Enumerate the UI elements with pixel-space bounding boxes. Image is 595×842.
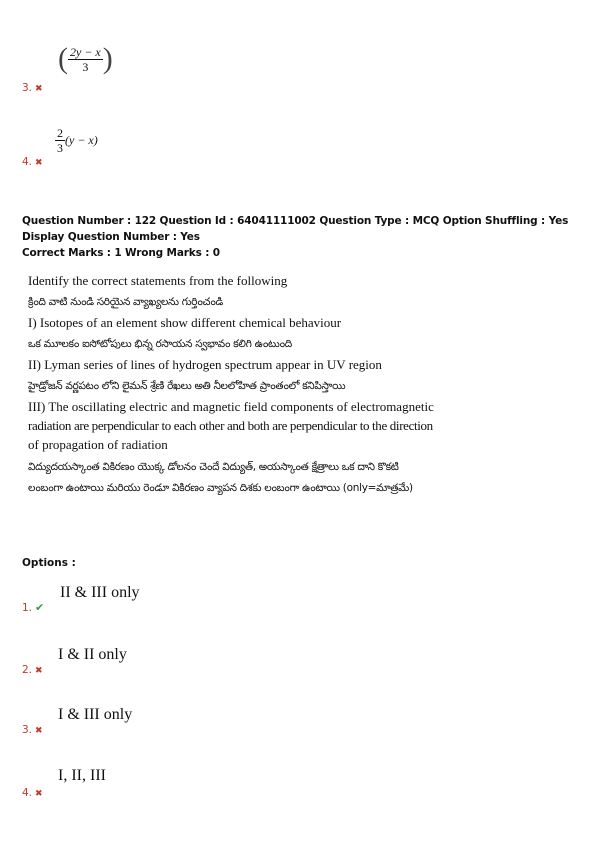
question-line-en: I) Isotopes of an element show different chemical behaviour bbox=[28, 315, 342, 330]
prev-option-4-expression bbox=[55, 126, 98, 155]
options-label: Options : bbox=[22, 557, 76, 569]
question-line-te: ఒక మూలకం ఐసోటోపులు భిన్న రసాయన స్వభావం కలిగి ఉంటుంది bbox=[28, 338, 292, 350]
question-line-te: క్రింది వాటి నుండి సరియైన వ్యాఖ్యలను గుర్తించండి bbox=[28, 296, 223, 308]
question-marks: Correct Marks : 1 Wrong Marks : 0 bbox=[22, 247, 220, 259]
left-paren: ( bbox=[58, 42, 68, 75]
question-line-en: III) The oscillating electric and magnetic field components of electromagnetic bbox=[28, 399, 434, 414]
prev-option-4-number bbox=[22, 156, 43, 168]
question-meta-line: Display Question Number : Yes bbox=[22, 231, 200, 243]
question-line-te: హైడ్రోజన్ వర్ణపటం లోని లైమన్ శ్రేణి రేఖలు అతి నీలలోహిత ప్రాంతంలో కనిపిస్తాయి bbox=[28, 380, 346, 392]
option-number: 1. bbox=[22, 602, 33, 614]
question-line-te: లంబంగా ఉంటాయి మరియు రెండూ వికిరణం వ్యాపన దిశకు లంబంగా ఉంటాయి (only=మాత్రమే) bbox=[28, 482, 413, 494]
option-3-text: I & III only bbox=[58, 706, 133, 723]
option-number: 3. bbox=[22, 82, 33, 94]
option-1-text: II & III only bbox=[60, 584, 140, 601]
wrong-icon: ✖ bbox=[35, 666, 43, 676]
question-meta bbox=[22, 213, 587, 261]
fraction bbox=[55, 126, 65, 155]
option-1-number bbox=[22, 601, 44, 614]
fraction-numerator: 2 bbox=[57, 126, 63, 140]
question-line-en: II) Lyman series of lines of hydrogen spectrum appear in UV region bbox=[28, 357, 382, 372]
fraction-denominator: 3 bbox=[82, 59, 89, 74]
option-number: 4. bbox=[22, 156, 33, 168]
question-line-en: Identify the correct statements from the following bbox=[28, 273, 288, 288]
question-line-en: radiation are perpendicular to each other and both are perpendicular to the direction bbox=[28, 418, 433, 433]
option-4-text: I, II, III bbox=[58, 767, 106, 784]
question-body bbox=[28, 273, 588, 496]
wrong-icon: ✖ bbox=[35, 726, 43, 736]
prev-option-3-number bbox=[22, 82, 43, 94]
option-number: 3. bbox=[22, 724, 33, 736]
prev-option-3-expression bbox=[58, 42, 113, 76]
wrong-icon: ✖ bbox=[35, 789, 43, 799]
option-number: 4. bbox=[22, 787, 33, 799]
question-line-te: విద్యుదయస్కాంత వికిరణం యొక్క డోలనం చెందే విద్యుత్, అయస్కాంత క్షేత్రాలు ఒక దాని కొకటి bbox=[28, 461, 399, 473]
expression: (y − x) bbox=[65, 133, 98, 147]
option-4-number bbox=[22, 787, 43, 799]
fraction bbox=[68, 45, 103, 74]
question-line-en: of propagation of radiation bbox=[28, 437, 168, 452]
question-meta-line: Question Number : 122 Question Id : 64041111002 Question Type : MCQ Option Shuffling : Yes bbox=[22, 215, 569, 227]
wrong-icon: ✖ bbox=[35, 158, 43, 168]
option-number: 2. bbox=[22, 664, 33, 676]
option-3-number bbox=[22, 724, 43, 736]
fraction-numerator: 2y − x bbox=[70, 44, 101, 59]
option-2-text: I & II only bbox=[58, 646, 127, 663]
fraction-denominator: 3 bbox=[57, 141, 63, 155]
option-2-number bbox=[22, 664, 43, 676]
right-paren: ) bbox=[102, 42, 113, 75]
wrong-icon: ✖ bbox=[35, 84, 43, 94]
correct-icon: ✔ bbox=[35, 601, 45, 614]
